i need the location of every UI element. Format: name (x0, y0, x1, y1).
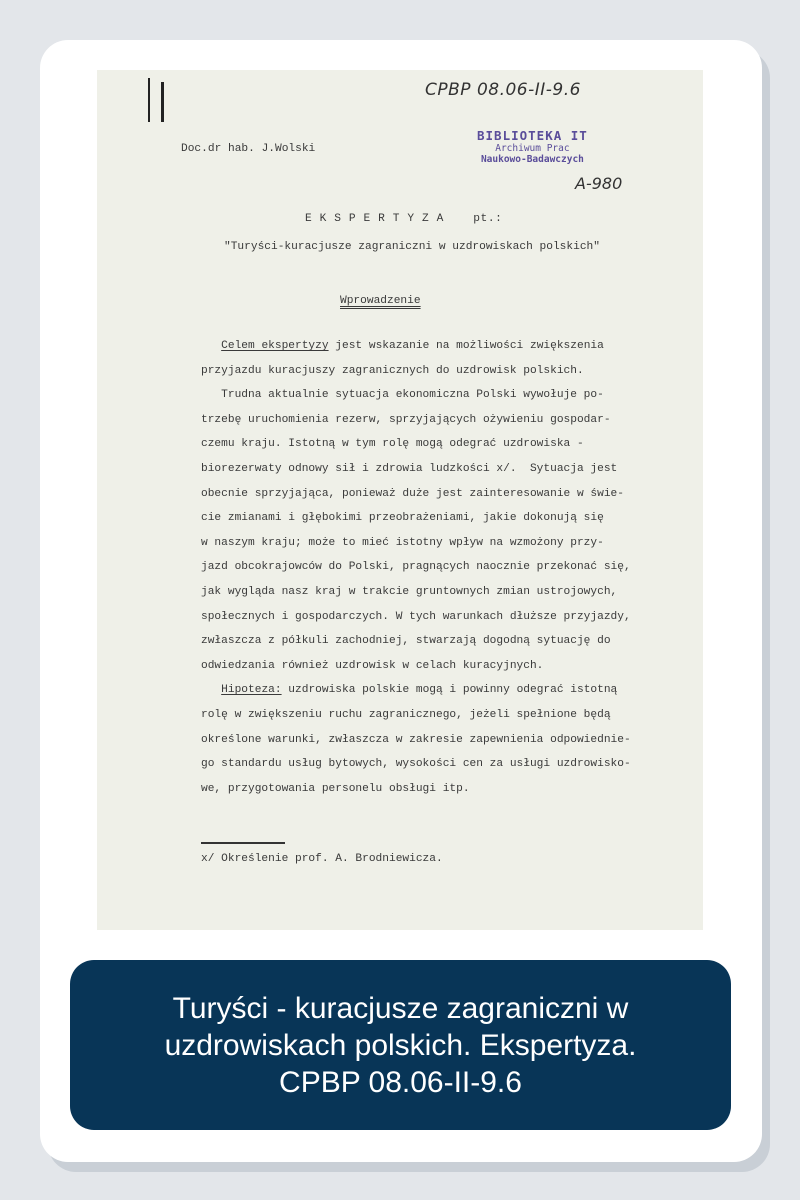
underlined-lead: Hipoteza: (221, 684, 282, 697)
body-line: trzebę uruchomienia rezerw, sprzyjających ożywieniu gospodar- (201, 413, 611, 426)
stamp-line: Archiwum Prac (495, 143, 570, 154)
body-line: we, przygotowania personelu obsługi itp. (201, 782, 470, 795)
footnote-divider (201, 842, 285, 844)
document-subtitle: "Turyści-kuracjusze zagraniczni w uzdrowiskach polskich" (224, 241, 600, 253)
body-line: obecnie sprzyjająca, ponieważ duże jest zainteresowanie w świe- (201, 487, 624, 500)
document-heading: E K S P E R T Y Z A pt.: (305, 213, 503, 225)
underlined-lead: Celem ekspertyzy (221, 340, 329, 352)
author-line: Doc.dr hab. J.Wolski (181, 143, 316, 155)
body-line: biorezerwaty odnowy sił i zdrowia ludzkości x/. Sytuacja jest (201, 462, 618, 475)
body-line: przyjazdu kuracjuszy zagranicznych do uzdrowisk polskich. (201, 364, 584, 377)
body-line: jak wygląda nasz kraj w trakcie gruntownych zmian ustrojowych, (201, 585, 618, 598)
punch-mark (148, 78, 150, 122)
caption-line: Turyści - kuracjusze zagraniczni w (172, 991, 629, 1025)
caption-line: uzdrowiskach polskich. Ekspertyza. (164, 1028, 637, 1062)
stamp-line: BIBLIOTEKA IT (477, 128, 588, 143)
body-line: społecznych i gospodarczych. W tych warunkach dłuższe przyjazdy, (201, 610, 631, 623)
body-line: zwłaszcza z półkuli zachodniej, stwarzają dogodną sytuację do (201, 635, 611, 648)
body-line: go standardu usług bytowych, wysokości cen za usługi uzdrowisko- (201, 758, 631, 771)
paragraph-text: jest wskazanie na możliwości zwiększenia (328, 340, 604, 352)
footnote: x/ Określenie prof. A. Brodniewicza. (201, 853, 443, 865)
body-line: Trudna aktualnie sytuacja ekonomiczna Polski wywołuje po- (201, 389, 604, 402)
body-line: cie zmianami i głębokimi przeobrażeniami, jakie dokonują się (201, 512, 604, 525)
punch-mark (161, 82, 164, 122)
section-title: Wprowadzenie (340, 295, 421, 307)
body-line: jazd obcokrajowców do Polski, pragnących naocznie przekonać się, (201, 561, 631, 574)
body-line: określone warunki, zwłaszcza w zakresie zapewnienia odpowiednie- (201, 733, 631, 746)
document-scan[interactable] (97, 70, 703, 930)
body-line: w naszym kraju; może to mieć istotny wpływ na wzmożony przy- (201, 536, 604, 549)
body-line: rolę w zwiększeniu ruchu zagranicznego, jeżeli spełnione będą (201, 708, 611, 721)
caption-box (70, 960, 731, 1130)
stamp-line: Naukowo-Badawczych (480, 154, 584, 165)
library-stamp (477, 128, 588, 165)
handwritten-shelfmark: CPBP 08.06-II-9.6 (425, 80, 581, 100)
paragraph-text: uzdrowiska polskie mogą i powinny odegrać istotną (281, 684, 618, 697)
caption-line: CPBP 08.06-II-9.6 (279, 1065, 522, 1099)
body-line: odwiedzania również uzdrowisk w celach kuracyjnych. (201, 659, 544, 672)
body-line: czemu kraju. Istotną w tym rolę mogą odegrać uzdrowiska - (201, 438, 584, 451)
accession-number: A-980 (575, 174, 623, 193)
body-text (201, 334, 631, 801)
